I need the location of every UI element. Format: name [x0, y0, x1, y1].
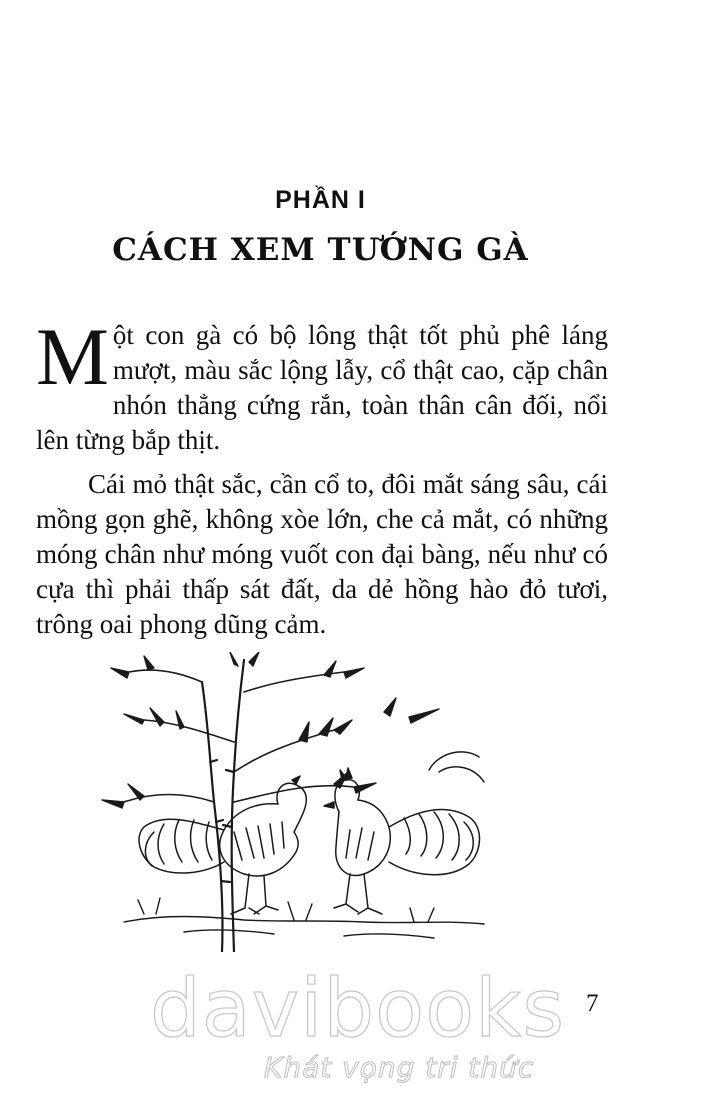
drop-cap: M	[36, 311, 109, 402]
rooster-right-icon	[324, 752, 484, 914]
fighting-roosters-bamboo-illustration	[84, 652, 504, 952]
paragraph-1-text: ột con gà có bộ lông thật tốt phủ phê láng mượt, màu sắc lộng lẫy, cổ thật cao, cặp chân nhón thẳng cứng rắn, toàn thân cân đối, nổi lên từng bắp thịt.	[36, 320, 608, 455]
bamboo-icon	[202, 660, 244, 952]
part-label: PHẦN I	[275, 186, 366, 214]
watermark-brand: davibooks	[150, 962, 566, 1055]
page-number: 7	[586, 990, 599, 1017]
paragraph-2: Cái mỏ thật sắc, cần cổ to, đôi mắt sáng sâu, cái mồng gọn ghẽ, không xòe lớn, che cả mắt, có những móng chân như móng vuốt con đại bàng, nếu như có cựa thì phải thấp sát đất, da dẻ hồng hào đỏ tươi, trông oai phong dũng cảm.	[36, 469, 608, 639]
chapter-title: CÁCH XEM TƯỚNG GÀ	[112, 232, 529, 268]
watermark-tagline: Khát vọng tri thức	[264, 1051, 535, 1084]
paragraph-1	[36, 311, 608, 458]
